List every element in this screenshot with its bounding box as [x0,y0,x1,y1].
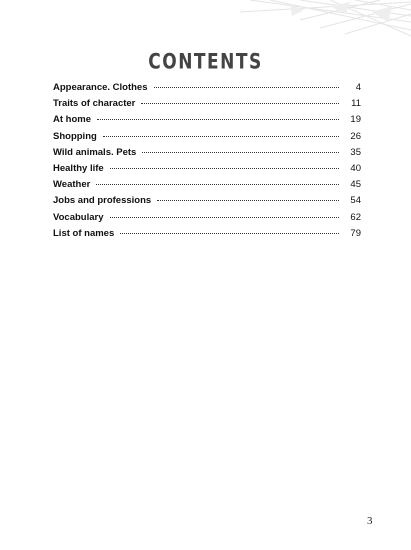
toc-entry-page: 19 [350,114,361,126]
dot-leader [142,151,339,153]
toc-entry-page: 35 [350,146,361,158]
toc-entry[interactable] [53,226,361,242]
toc-entry[interactable] [53,145,361,161]
toc-entry-label: Vocabulary [53,211,104,223]
toc-entry-page: 11 [351,98,361,110]
toc-entry-page: 62 [350,211,361,223]
dot-leader [96,183,339,185]
dot-leader [110,167,339,169]
toc-entry[interactable] [53,161,361,177]
toc-entry-page: 4 [355,82,361,93]
dot-leader [120,232,339,234]
toc-entry-page: 45 [350,179,361,191]
dot-leader [141,102,339,104]
toc-entry-label: Wild animals. Pets [53,146,137,158]
toc-entry-label: Shopping [53,130,97,142]
page-number: 3 [367,515,373,527]
toc-entry[interactable] [53,96,361,112]
toc-entry[interactable] [53,129,361,145]
toc-entry-page: 79 [350,227,361,239]
toc-entry-label: Healthy life [53,162,104,174]
toc-entry-page: 40 [350,162,361,174]
toc-entry[interactable] [53,177,361,193]
table-of-contents [53,80,361,242]
toc-entry-label: Appearance. Clothes [53,82,148,93]
dot-leader [110,216,339,218]
dot-leader [103,135,339,137]
toc-entry-label: At home [53,114,91,126]
dot-leader [154,86,340,88]
dot-leader [157,199,339,201]
toc-entry-label: List of names [53,227,115,239]
contents-title: CONTENTS [148,49,263,75]
toc-entry-page: 54 [350,195,361,207]
toc-entry-label: Jobs and professions [53,195,152,207]
toc-entry-page: 26 [350,130,361,142]
toc-entry[interactable] [53,193,361,209]
toc-entry-label: Weather [53,179,91,191]
toc-entry[interactable] [53,112,361,128]
corner-decoration [0,0,411,44]
toc-entry-label: Traits of character [53,98,136,110]
toc-entry[interactable] [53,210,361,226]
toc-entry[interactable] [53,80,361,96]
dot-leader [97,118,339,120]
